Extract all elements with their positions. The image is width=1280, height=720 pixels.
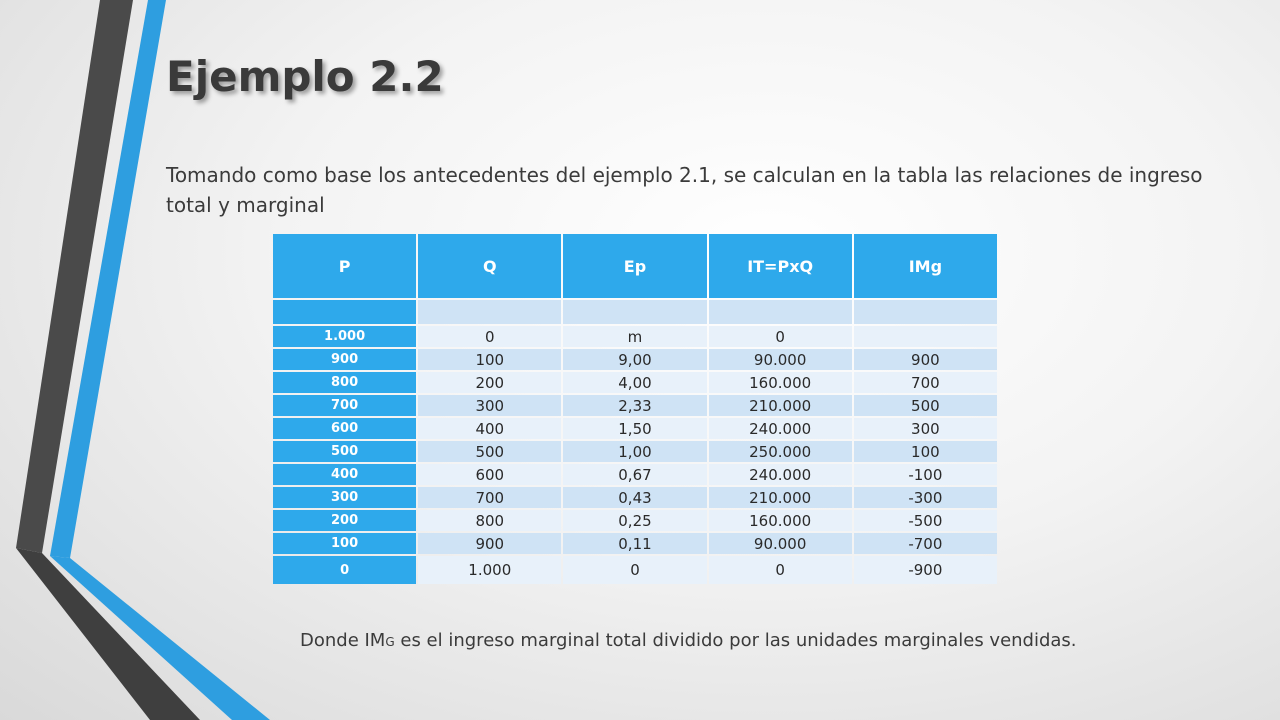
table-cell: 1,50 [563, 418, 706, 439]
table-cell: 240.000 [709, 464, 852, 485]
header-img: IMg [854, 234, 997, 298]
table-cell: 100 [854, 441, 997, 462]
table-cell: 240.000 [709, 418, 852, 439]
table-cell [709, 300, 852, 324]
header-p: P [273, 234, 416, 298]
table-cell: 900 [418, 533, 561, 554]
table-cell [273, 300, 416, 324]
table-cell: 300 [418, 395, 561, 416]
table-row [273, 556, 997, 584]
table-cell [563, 300, 706, 324]
table-row [273, 441, 997, 462]
table-cell: 100 [418, 349, 561, 370]
table-cell: 160.000 [709, 510, 852, 531]
table-cell: 9,00 [563, 349, 706, 370]
table-cell: 0,25 [563, 510, 706, 531]
table-cell: 90.000 [709, 349, 852, 370]
table-cell: -700 [854, 533, 997, 554]
table-row [273, 418, 997, 439]
table-cell: 100 [273, 533, 416, 554]
table-cell: 300 [273, 487, 416, 508]
table-cell: 500 [418, 441, 561, 462]
table-cell: 0 [418, 326, 561, 347]
table-body [273, 300, 997, 584]
table-header-row [273, 234, 997, 298]
intro-text: Tomando como base los antecedentes del ejemplo 2.1, se calculan en la tabla las relaciones de ingreso total y marginal [166, 163, 1203, 217]
table-cell: 600 [418, 464, 561, 485]
footnote [300, 630, 1077, 651]
table-cell: 200 [273, 510, 416, 531]
table-row [273, 372, 997, 393]
dark-stripe-lower [16, 548, 200, 720]
footnote-prefix: Donde IM [300, 630, 386, 651]
table-row [273, 533, 997, 554]
table-cell: 0 [709, 326, 852, 347]
table-row [273, 464, 997, 485]
slide-title: Ejemplo 2.2 [166, 52, 444, 101]
table-cell: 250.000 [709, 441, 852, 462]
table-cell [418, 300, 561, 324]
revenue-table [271, 232, 999, 586]
table-cell: 0 [563, 556, 706, 584]
table-cell: 900 [854, 349, 997, 370]
table-cell: -500 [854, 510, 997, 531]
table-cell: 700 [273, 395, 416, 416]
table-cell: -900 [854, 556, 997, 584]
table-row [273, 487, 997, 508]
table-cell: 800 [418, 510, 561, 531]
table-cell: 0,11 [563, 533, 706, 554]
header-it: IT=PxQ [709, 234, 852, 298]
table-cell: 400 [273, 464, 416, 485]
table-cell: 800 [273, 372, 416, 393]
table-row [273, 326, 997, 347]
table-cell: 1,00 [563, 441, 706, 462]
table-cell: 600 [273, 418, 416, 439]
table-row [273, 300, 997, 324]
table-cell: 500 [273, 441, 416, 462]
table-cell [854, 326, 997, 347]
table-cell: 400 [418, 418, 561, 439]
table-row [273, 510, 997, 531]
table-cell: 90.000 [709, 533, 852, 554]
header-q: Q [418, 234, 561, 298]
table-cell: 900 [273, 349, 416, 370]
table-cell: 1.000 [418, 556, 561, 584]
footnote-subscript: G [385, 635, 395, 649]
table-cell: 2,33 [563, 395, 706, 416]
table-cell: 160.000 [709, 372, 852, 393]
table-cell: -100 [854, 464, 997, 485]
table-cell: -300 [854, 487, 997, 508]
table-cell: 210.000 [709, 395, 852, 416]
table-cell: 1.000 [273, 326, 416, 347]
footnote-suffix: es el ingreso marginal total dividido por las unidades marginales vendidas. [394, 630, 1077, 651]
table-cell: 700 [418, 487, 561, 508]
table-cell [854, 300, 997, 324]
table-cell: 0,67 [563, 464, 706, 485]
table-cell: m [563, 326, 706, 347]
table-cell: 300 [854, 418, 997, 439]
table-row [273, 349, 997, 370]
table-row [273, 395, 997, 416]
table-cell: 200 [418, 372, 561, 393]
table-cell: 4,00 [563, 372, 706, 393]
table-cell: 0 [709, 556, 852, 584]
table-cell: 500 [854, 395, 997, 416]
table-cell: 210.000 [709, 487, 852, 508]
table-cell: 0,43 [563, 487, 706, 508]
table-cell: 0 [273, 556, 416, 584]
header-ep: Ep [563, 234, 706, 298]
table-cell: 700 [854, 372, 997, 393]
